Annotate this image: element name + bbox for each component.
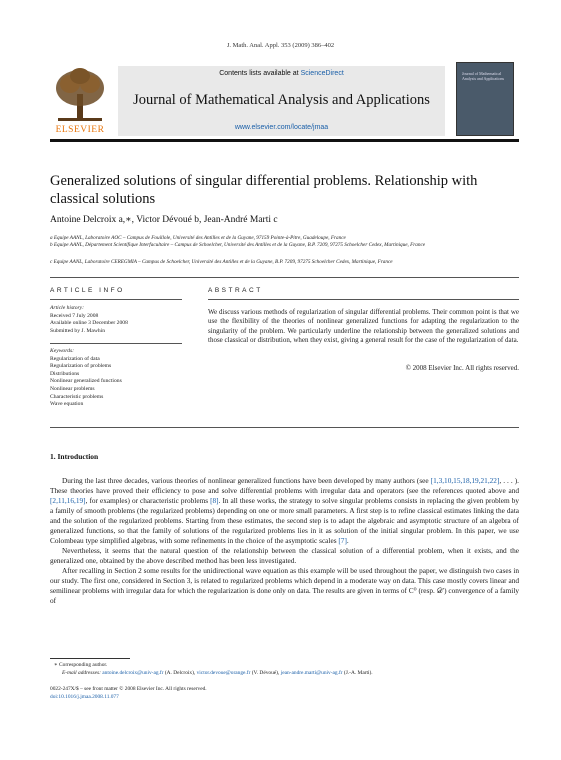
paragraph <box>50 476 519 546</box>
abstract-copyright: © 2008 Elsevier Inc. All rights reserved. <box>405 364 519 372</box>
sciencedirect-link[interactable]: ScienceDirect <box>300 70 344 77</box>
introduction-body <box>50 476 519 606</box>
abstract-heading: ABSTRACT <box>208 287 263 294</box>
citation-link[interactable]: [8] <box>210 496 219 505</box>
front-matter-info <box>50 686 350 701</box>
affiliation-b: b Equipe AANL, Département Scientifique Interfacultaire – Campus de Schoelcher, Université des Antilles et de la Guyane, B.P. 7209, 97275 Schoelcher Cedex, Martinique, France <box>50 242 426 248</box>
paragraph: Nevertheless, it seems that the natural question of the relationship between the classical solution of a differential problem, when it exists, and the generalized one, obtained by the above described method has been less investigated. <box>50 546 519 565</box>
email-label: E-mail addresses: <box>62 669 101 676</box>
keyword: Regularization of problems <box>50 363 112 370</box>
journal-cover-thumbnail <box>456 62 514 136</box>
affiliation-a: a Equipe AANL, Laboratoire AOC – Campus de Fouillole, Université des Antilles et de la Guyane, 97159 Pointe-à-Pitre, Guadeloupe, France <box>50 235 346 241</box>
keywords-block <box>50 348 180 409</box>
keyword: Distributions <box>50 370 80 377</box>
text-run: During the last three decades, various theories of nonlinear generalized functions have been developed by many authors (see <box>62 476 431 485</box>
keyword: Nonlinear problems <box>50 385 95 392</box>
keywords-rule <box>50 343 182 344</box>
abstract-body: We discuss various methods of regularization of singular differential problems. Their common point is that we use the flexibility of the theories of nonlinear generalized functions for adapting the regularization to the singularity of the problem. We particularly underline the relationship between the generalized solutions and those classical or distribution, when they exist, giving a general result for the case of the regularization of data. <box>208 308 519 345</box>
keyword: Characteristic problems <box>50 393 104 400</box>
front-matter-divider <box>50 427 519 428</box>
contents-prefix: Contents lists available at <box>219 70 299 77</box>
footnote-corresponding <box>50 662 519 677</box>
affiliation-divider <box>50 277 519 278</box>
email-link[interactable]: jean-andre.marti@univ-ag.fr <box>280 669 343 676</box>
history-label: Article history: <box>50 305 85 311</box>
keywords-label: Keywords: <box>50 348 75 354</box>
corresponding-author-label: Corresponding author. <box>59 662 108 668</box>
text-run: . <box>346 536 349 545</box>
header-divider <box>50 139 519 142</box>
issn-line: 0022-247X/$ – see front matter © 2008 Elsevier Inc. All rights reserved. <box>50 686 207 692</box>
email-owner: (V. Dévoué), <box>251 669 280 676</box>
paper-title: Generalized solutions of singular differential problems. Relationship with classical solutions <box>50 173 478 207</box>
email-owner: (J.-A. Marti). <box>343 669 373 676</box>
journal-title: Journal of Mathematical Analysis and Applications <box>133 92 430 108</box>
email-link[interactable]: victor.devoue@orange.fr <box>196 669 251 676</box>
keyword: Wave equation <box>50 401 84 408</box>
journal-url-link[interactable]: www.elsevier.com/locate/jmaa <box>234 124 329 131</box>
text-run: . In all these works, the strategy to solve singular problems consists in replacing the given problem by a family of smooth problems (the regularized problems) depending on one or more small parameters. A first step is to refine classical estimates linking the data and the solution of the regularized problems. Starting from these estimates, the second step is to adapt the algebraic and asymptotic structure of an algebra of generalized functions, so that the family of solutions of the regularized problems lies in it as solution of the initial singular problem. In this paper, we use Colombeau type simplified algebras, with some refinements in the choice of the asymptotic scales <box>50 496 519 545</box>
footnote-marker: ∗ <box>54 662 58 668</box>
affiliation-c: c Equipe AANL, Laboratoire CEREGMIA – Campus de Schoelcher, Université des Antilles et de la Guyane, B.P. 7209, 97275 Schoelcher Cedex, Martinique, France <box>50 259 393 265</box>
elsevier-wordmark: ELSEVIER <box>55 125 105 135</box>
article-info-heading: ARTICLE INFO <box>50 287 125 294</box>
abstract-rule <box>208 299 519 300</box>
available-date: Available online 3 December 2008 <box>50 320 128 327</box>
text-run: , for examples) or characteristic problems <box>85 496 211 505</box>
received-date: Received 7 July 2008 <box>50 312 99 319</box>
contents-available-line <box>118 70 445 77</box>
citation-link[interactable]: [2,11,16,19] <box>50 496 86 505</box>
keyword: Nonlinear generalized functions <box>50 378 122 385</box>
text-run: , . . . ). These theories have proved their efficiency to pose and solve differential problems with irregular data and operators (see the references quoted above and <box>50 476 519 495</box>
journal-reference: J. Math. Anal. Appl. 353 (2009) 386–402 <box>226 42 335 49</box>
citation-link[interactable]: [1,3,10,15,18,19,21,22] <box>430 476 500 485</box>
email-link[interactable]: antoine.delcroix@univ-ag.fr <box>102 669 164 676</box>
keyword: Regularization of data <box>50 355 100 362</box>
article-info-rule <box>50 299 182 300</box>
citation-link[interactable]: [7] <box>338 536 347 545</box>
cover-title: Journal of Mathematical Analysis and Applications <box>462 71 504 81</box>
paragraph: After recalling in Section 2 some results for the unidirectional wave equation as this example will be used throughout the paper, we distinguish two cases in our study. The first one, considered in Section 3, is related to regularized problems which depend in a moderate way on data. This case mostly covers linear and semilinear problems with irregular data for which the regularization is done only on data. The results are given in terms of C⁰ (resp. 𝒟′) convergence of a family of <box>50 566 519 605</box>
email-owner: (A. Delcroix), <box>164 669 196 676</box>
doi-link[interactable]: doi:10.1016/j.jmaa.2008.11.077 <box>50 693 119 700</box>
section-heading-introduction: 1. Introduction <box>50 452 99 461</box>
article-history <box>50 305 180 335</box>
author-list: Antoine Delcroix a,∗, Victor Dévoué b, Jean-André Marti c <box>50 215 278 225</box>
submitted-by: Submitted by J. Mawhin <box>50 327 106 334</box>
footnote-rule <box>50 658 130 659</box>
